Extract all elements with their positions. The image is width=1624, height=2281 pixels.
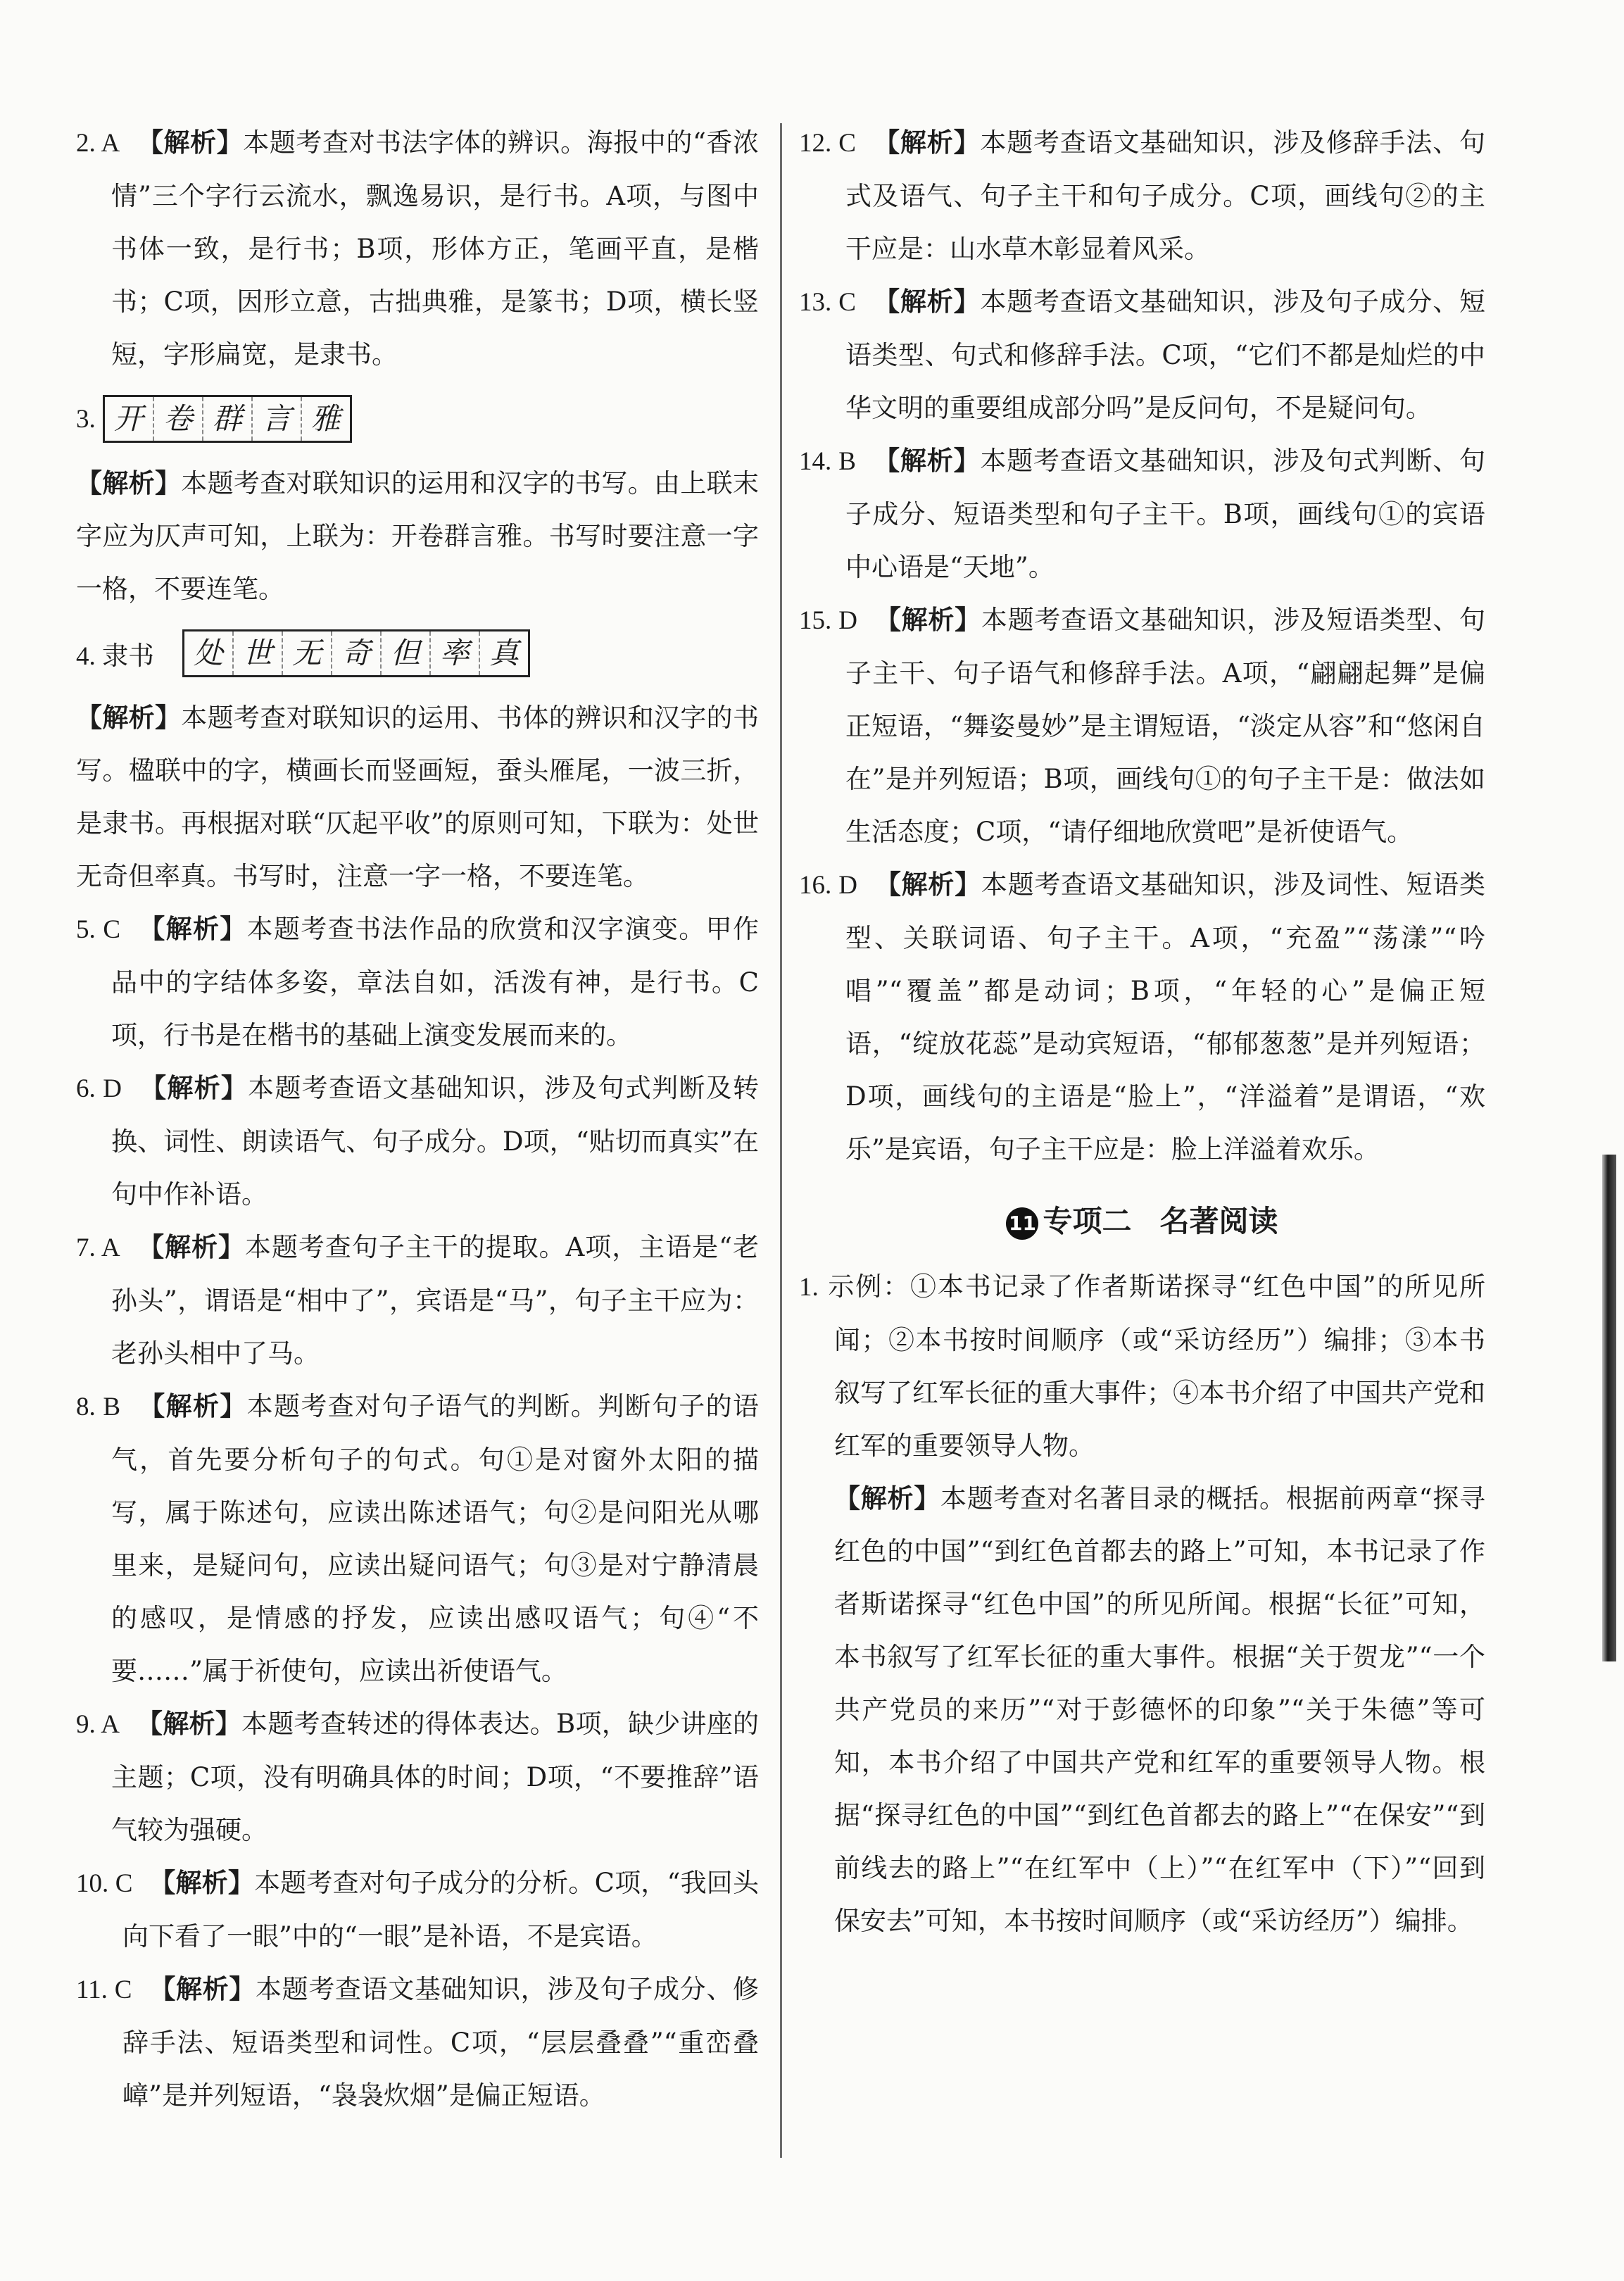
answer-item-5: 5. C 【解析】本题考查书法作品的欣赏和汉字演变。甲作品中的字结体多姿，章法自如，活泼有神，是行书。C项，行书是在楷书的基础上演变发展而来的。 <box>76 914 759 1050</box>
right-column <box>799 116 1485 1947</box>
answer-item-7: 7. A 【解析】本题考查句子主干的提取。A项，主语是“老孙头”，谓语是“相中了”，宾语是“马”，句子主干应为：老孙头相中了马。 <box>76 1232 760 1369</box>
answer-item-1: 1. 示例：①本书记录了作者斯诺探寻“红色中国”的所见所闻；②本书按时间顺序（或“采访经历”）编排；③本书叙写了红军长征的重大事件；④本书介绍了中国共产党和红军的重要领导人物。 <box>799 1271 1485 1461</box>
column-divider <box>780 123 782 2158</box>
left-column <box>76 116 759 2122</box>
answer-item-6: 6. D 【解析】本题考查语文基础知识，涉及句式判断及转换、词性、朗读语气、句子成分。D项，“贴切而真实”在句中作补语。 <box>76 1073 759 1209</box>
answer-item-4: 4. 隶书 处 世 无 奇 但 率 真 【解析】本题考查对联知识的运用、书体的辨识和汉字的书写。楹联中的字，横画长而竖画短，蚕头雁尾，一波三折，是隶书。再根据对联“仄起平收”的原则可知，下联为：处世无奇但率真。书写时，注意一字一格，不要连笔。 <box>76 621 759 903</box>
answer-item-14: 14. B 【解析】本题考查语文基础知识，涉及句式判断、句子成分、短语类型和句子主干。B项，画线句①的宾语中心语是“天地”。 <box>799 446 1486 582</box>
analysis-text: 【解析】本题考查对联知识的运用和汉字的书写。由上联末字应为仄声可知，上联为：开卷群言雅。书写时要注意一字一格，不要连笔。 <box>76 468 759 604</box>
answer-item-8: 8. B 【解析】本题考查对句子语气的判断。判断句子的语气，首先要分析句子的句式。句①是对窗外太阳的描写，属于陈述句，应读出陈述语气；句②是问阳光从哪里来，是疑问句，应读出疑问语气；句③是对宁静清晨的感叹，是情感的抒发，应读出感叹语气；句④“不要……”属于祈使句，应读出祈使语气。 <box>76 1391 759 1686</box>
page-edge-shadow <box>1602 1155 1616 1661</box>
section-number-badge: 11 <box>1006 1207 1038 1240</box>
answer-item-13: 13. C 【解析】本题考查语文基础知识，涉及句子成分、短语类型、句式和修辞手法。C项，“它们不都是灿烂的中华文明的重要组成部分吗”是反问句，不是疑问句。 <box>799 287 1486 423</box>
answer-item-11: 11. C 【解析】本题考查语文基础知识，涉及句子成分、修辞手法、短语类型和词性。C项，“层层叠叠”“重峦叠嶂”是并列短语，“袅袅炊烟”是偏正短语。 <box>76 1974 760 2111</box>
analysis-text: 【解析】本题考查对联知识的运用、书体的辨识和汉字的书写。楹联中的字，横画长而竖画短，蚕头雁尾，一波三折，是隶书。再根据对联“仄起平收”的原则可知，下联为：处世无奇但率真。书写时，注意一字一格，不要连笔。 <box>76 703 759 891</box>
analysis-text: 【解析】本题考查对名著目录的概括。根据前两章“探寻红色的中国”“到红色首都去的路上”可知，本书记录了作者斯诺探寻“红色中国”的所见所闻。根据“长征”可知，本书叙写了红军长征的重大事件。根据“关于贺龙”“一个共产党员的来历”“对于彭德怀的印象”“关于朱德”等可知，本书介绍了中国共产党和红军的重要领导人物。根据“探寻红色的中国”“到红色首都去的路上”“在保安”“到前线去的路上”“在红军中（上）”“在红军中（下）”“回到保安去”可知，本书按时间顺序（或“采访经历”）编排。 <box>834 1483 1485 1936</box>
answer-item-10: 10. C 【解析】本题考查对句子成分的分析。C项，“我回头向下看了一眼”中的“一眼”是补语，不是宾语。 <box>76 1868 759 1952</box>
answer-item-12: 12. C 【解析】本题考查语文基础知识，涉及修辞手法、句式及语气、句子主干和句子成分。C项，画线句②的主干应是：山水草木彰显着风采。 <box>799 127 1486 264</box>
answer-item-3: 3. 开 卷 群 言 雅 【解析】本题考查对联知识的运用和汉字的书写。由上联末字应为仄声可知，上联为：开卷群言雅。书写时要注意一字一格，不要连笔。 <box>76 387 759 615</box>
writing-grid: 处 世 无 奇 但 率 真 <box>182 629 530 677</box>
answer-item-2: 2. A 【解析】本题考查对书法字体的辨识。海报中的“香浓情”三个字行云流水，飘逸易识，是行书。A项，与图中书体一致，是行书；B项，形体方正，笔画平直，是楷书；C项，因形立意，古拙典雅，是篆书；D项，横长竖短，字形扁宽，是隶书。 <box>76 127 760 370</box>
writing-grid: 开 卷 群 言 雅 <box>103 395 352 443</box>
answer-item-15: 15. D 【解析】本题考查语文基础知识，涉及短语类型、句子主干、句子语气和修辞手法。A项，“翩翩起舞”是偏正短语，“舞姿曼妙”是主谓短语，“淡定从容”和“悠闲自在”是并列短语；B项，画线句①的句子主干是：做法如生活态度；C项，“请仔细地欣赏吧”是祈使语气。 <box>799 605 1485 847</box>
section-heading: 11 专项二 名著阅读 <box>799 1183 1485 1260</box>
answer-item-16: 16. D 【解析】本题考查语文基础知识，涉及词性、短语类型、关联词语、句子主干。A项，“充盈”“荡漾”“吟唱”“覆盖”都是动词；B项，“年轻的心”是偏正短语，“绽放花蕊”是动宾短语，“郁郁葱葱”是并列短语；D项，画线句的主语是“脸上”，“洋溢着”是谓语，“欢乐”是宾语，句子主干应是：脸上洋溢着欢乐。 <box>799 869 1485 1164</box>
answer-item-9: 9. A 【解析】本题考查转述的得体表达。B项，缺少讲座的主题；C项，没有明确具体的时间；D项，“不要推辞”语气较为强硬。 <box>76 1709 759 1845</box>
